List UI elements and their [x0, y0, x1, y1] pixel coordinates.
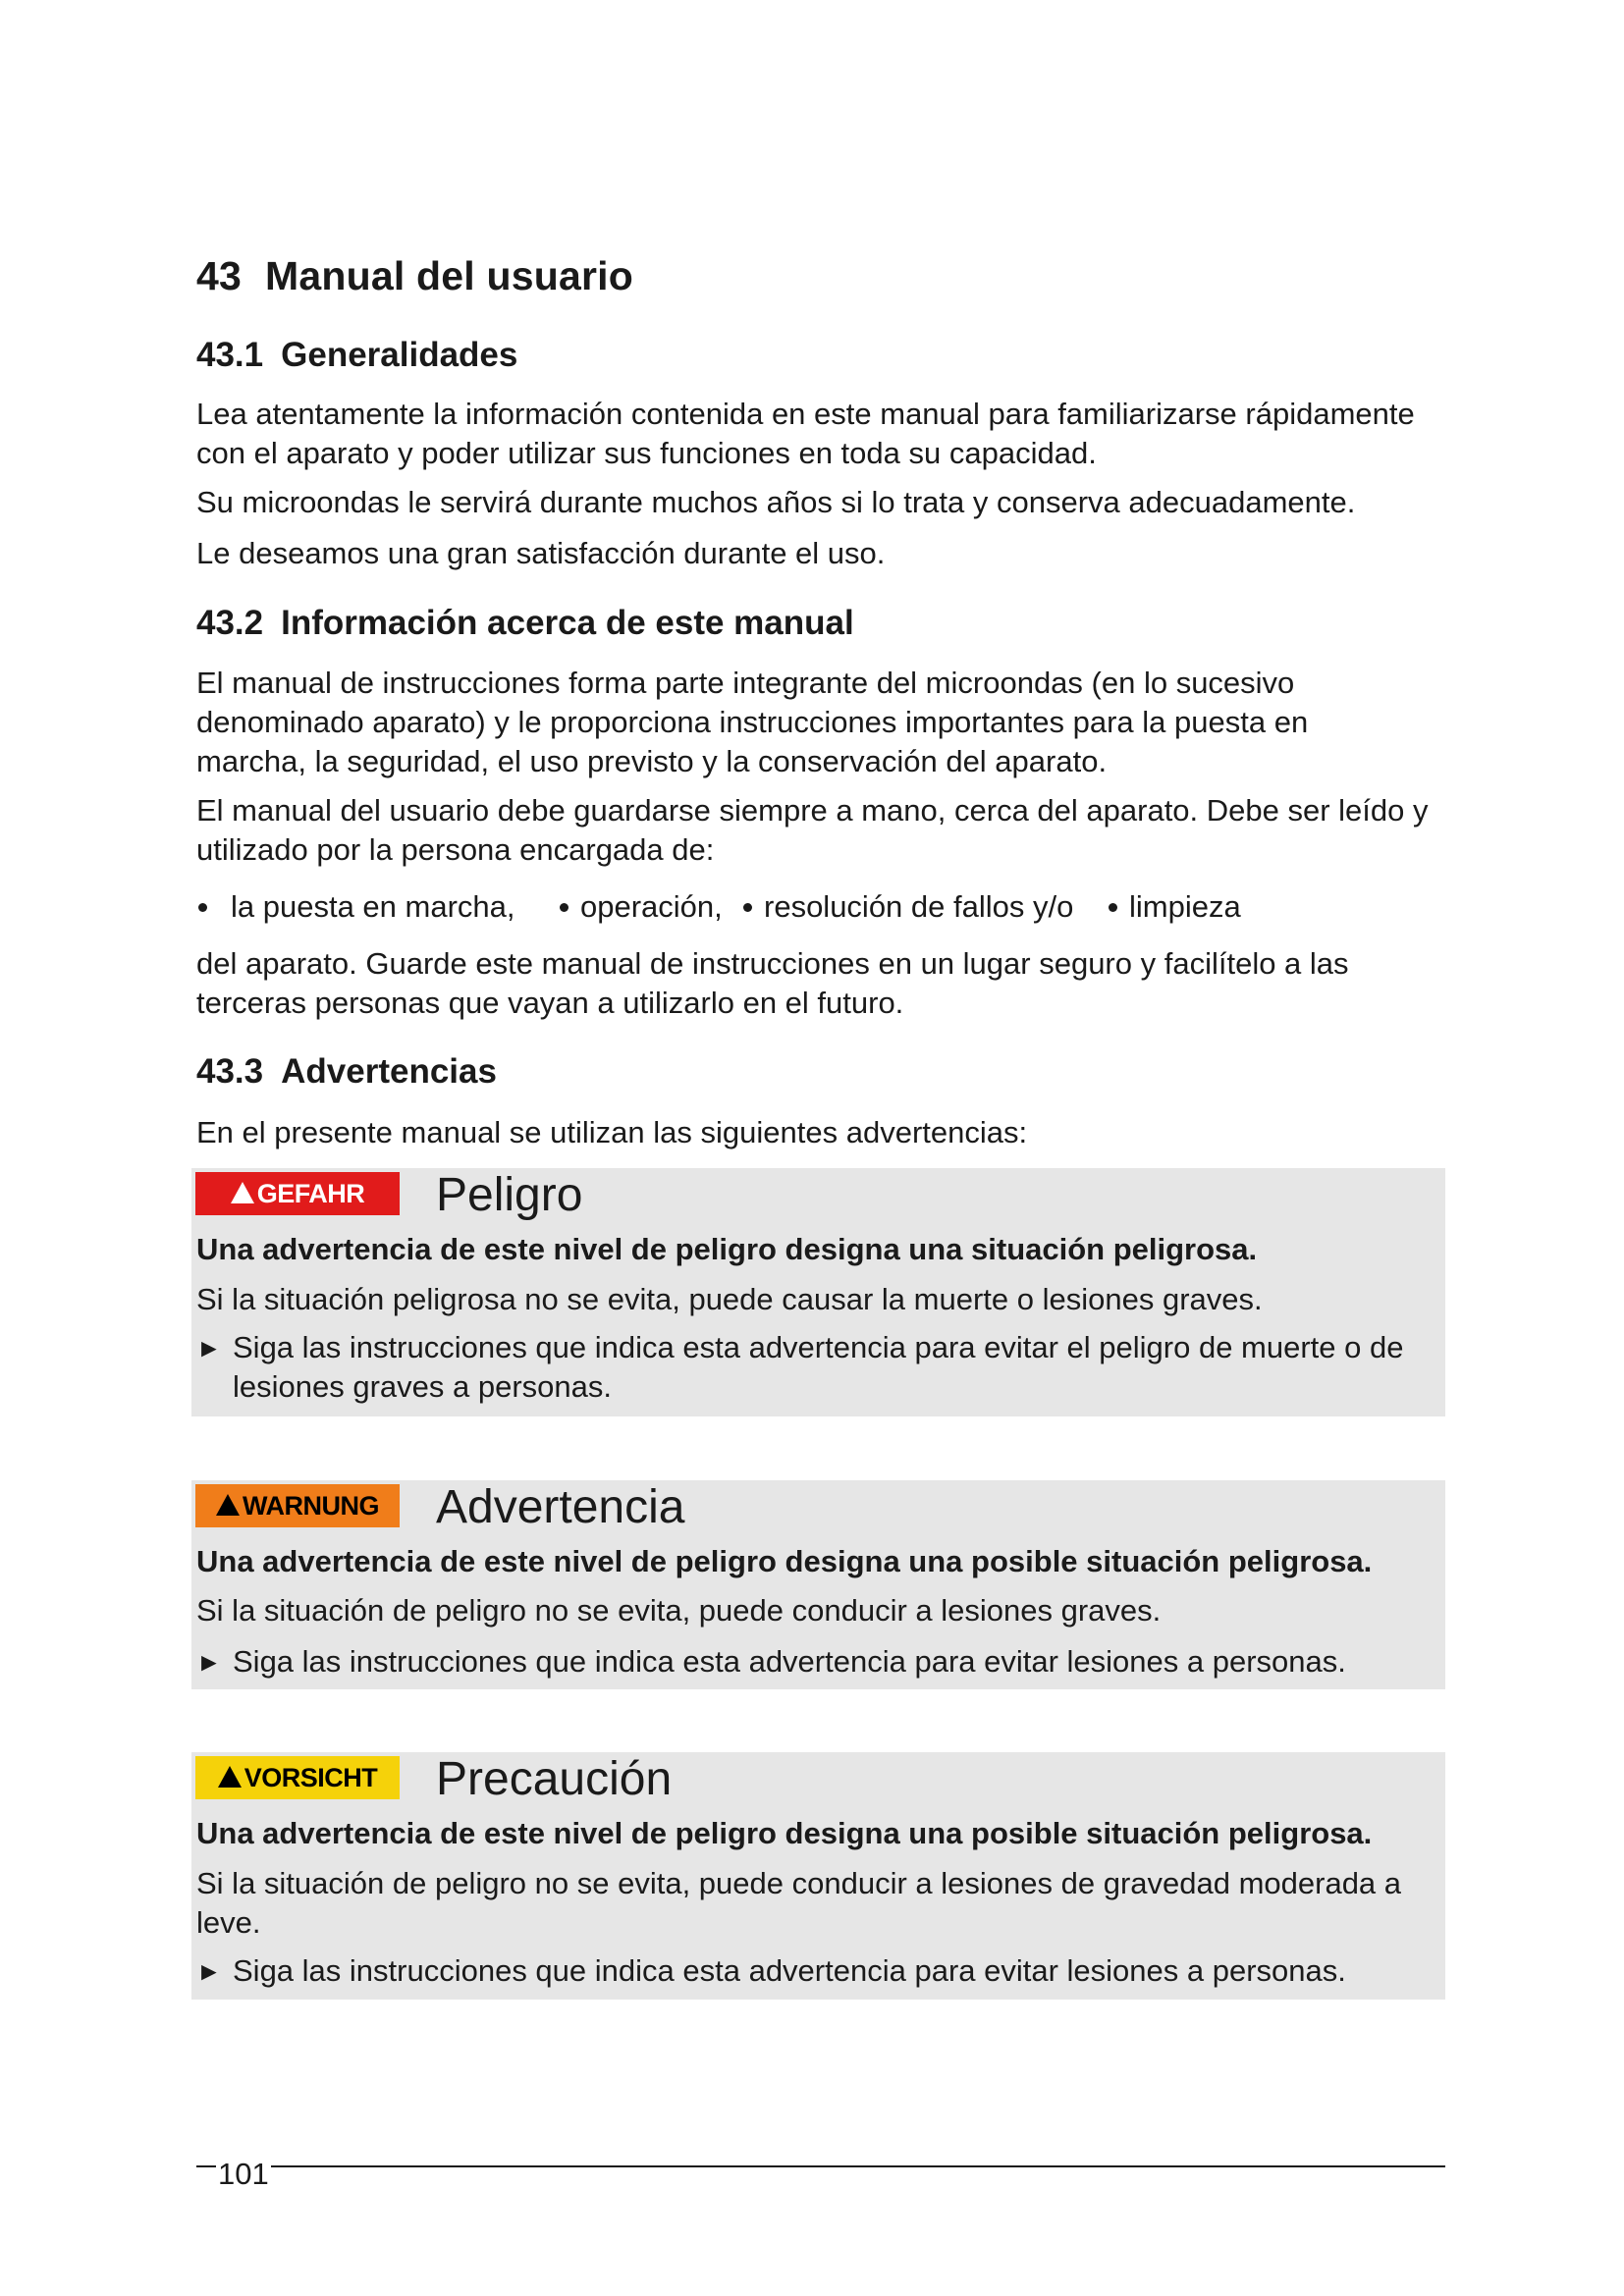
paragraph: Su microondas le servirá durante muchos años si lo trata y conserva adecuadamente. — [196, 485, 1356, 519]
warning-headline: Una advertencia de este nivel de peligro designa una posible situación peligrosa. — [196, 1816, 1373, 1850]
badge-label: VORSICHT — [244, 1762, 378, 1792]
paragraph: El manual de instrucciones forma parte integrante del microondas (en lo sucesivo denominado aparato) y le proporciona instrucciones importantes para la puesta en marcha, la seguridad, el uso previsto y la conservación del aparato. — [196, 666, 1309, 778]
bullet-icon — [198, 903, 207, 912]
list-item-label: limpieza — [1129, 889, 1241, 924]
section-generalidades — [196, 336, 1445, 375]
caution-badge — [195, 1756, 400, 1799]
list-item-label: operación, — [580, 889, 723, 924]
chapter-title: Manual del usuario — [265, 253, 633, 298]
instruction-text: Siga las instrucciones que indica esta advertencia para evitar el peligro de muerte o de lesiones graves a personas. — [233, 1330, 1404, 1404]
section-title: Información acerca de este manual — [281, 604, 854, 642]
warning-title: Peligro — [436, 1169, 583, 1221]
warning-instruction — [196, 1951, 1440, 1991]
bullet-icon — [560, 903, 568, 912]
warning-body — [191, 1814, 1445, 1991]
warning-box-danger — [191, 1168, 1445, 1416]
section-number: 43.3 — [196, 1052, 264, 1091]
warning-headline: Una advertencia de este nivel de peligro designa una posible situación peligrosa. — [196, 1544, 1373, 1578]
instruction-text: Siga las instrucciones que indica esta advertencia para evitar lesiones a personas. — [233, 1644, 1346, 1679]
bullet-icon — [1109, 903, 1117, 912]
list-item-label: la puesta en marcha, — [231, 889, 515, 924]
right-triangle-arrow-icon: ► — [196, 1956, 222, 1986]
warning-consequence: Si la situación de peligro no se evita, puede conducir a lesiones de gravedad moderada a leve. — [196, 1866, 1402, 1940]
paragraph: Le deseamos una gran satisfacción durante el uso. — [196, 536, 886, 570]
section-heading — [196, 1052, 1445, 1092]
right-triangle-arrow-icon: ► — [196, 1333, 222, 1362]
instruction-text: Siga las instrucciones que indica esta advertencia para evitar lesiones a personas. — [233, 1953, 1346, 1988]
warning-header — [191, 1480, 1445, 1551]
paragraph: En el presente manual se utilizan las siguientes advertencias: — [196, 1115, 1028, 1149]
warning-triangle-icon — [216, 1494, 240, 1516]
warning-header — [191, 1168, 1445, 1239]
warning-headline: Una advertencia de este nivel de peligro designa una situación peligrosa. — [196, 1232, 1258, 1266]
chapter-number: 43 — [196, 253, 243, 298]
warning-instruction — [196, 1328, 1440, 1407]
warning-consequence: Si la situación de peligro no se evita, puede conducir a lesiones graves. — [196, 1593, 1162, 1628]
warning-box-caution — [191, 1752, 1445, 2000]
section-number: 43.2 — [196, 604, 264, 642]
warning-body — [191, 1230, 1445, 1407]
section-advertencias — [196, 1052, 1445, 1092]
warning-triangle-icon — [231, 1182, 254, 1203]
paragraph: El manual del usuario debe guardarse siempre a mano, cerca del aparato. Debe ser leído y utilizado por la persona encargada de: — [196, 793, 1429, 867]
warning-title: Precaución — [436, 1753, 673, 1805]
paragraph: del aparato. Guarde este manual de instrucciones en un lugar seguro y facilítelo a las terceras personas que vayan a utilizarlo en el futuro. — [196, 946, 1349, 1020]
section-informacion — [196, 604, 1445, 643]
warning-body — [191, 1542, 1445, 1682]
section-title: Generalidades — [281, 336, 518, 374]
section-heading — [196, 604, 1445, 643]
page-number: 101 — [218, 2157, 269, 2191]
section-title: Advertencias — [281, 1052, 497, 1091]
list-item — [743, 887, 1109, 927]
badge-label: GEFAHR — [256, 1178, 365, 1208]
bullet-list — [196, 887, 1445, 927]
warning-instruction — [196, 1642, 1440, 1682]
right-triangle-arrow-icon: ► — [196, 1647, 222, 1677]
paragraph: Lea atentamente la información contenida en este manual para familiarizarse rápidamente con el aparato y poder utilizar sus funciones en toda su capacidad. — [196, 397, 1415, 470]
bullet-icon — [743, 903, 752, 912]
warning-header — [191, 1752, 1445, 1823]
badge-label: WARNUNG — [243, 1490, 379, 1521]
warning-consequence: Si la situación peligrosa no se evita, puede causar la muerte o lesiones graves. — [196, 1282, 1263, 1316]
warning-box-warning — [191, 1480, 1445, 1689]
chapter-heading — [196, 253, 633, 299]
list-item — [560, 887, 743, 927]
footer-rule — [196, 2165, 1445, 2167]
list-item — [1109, 887, 1241, 927]
section-heading — [196, 336, 1445, 375]
list-item-label: resolución de fallos y/o — [764, 889, 1074, 924]
warning-triangle-icon — [218, 1766, 242, 1788]
list-item — [196, 887, 560, 927]
warning-title: Advertencia — [436, 1481, 685, 1533]
section-number: 43.1 — [196, 336, 264, 374]
warning-badge — [195, 1484, 400, 1527]
danger-badge — [195, 1172, 400, 1215]
